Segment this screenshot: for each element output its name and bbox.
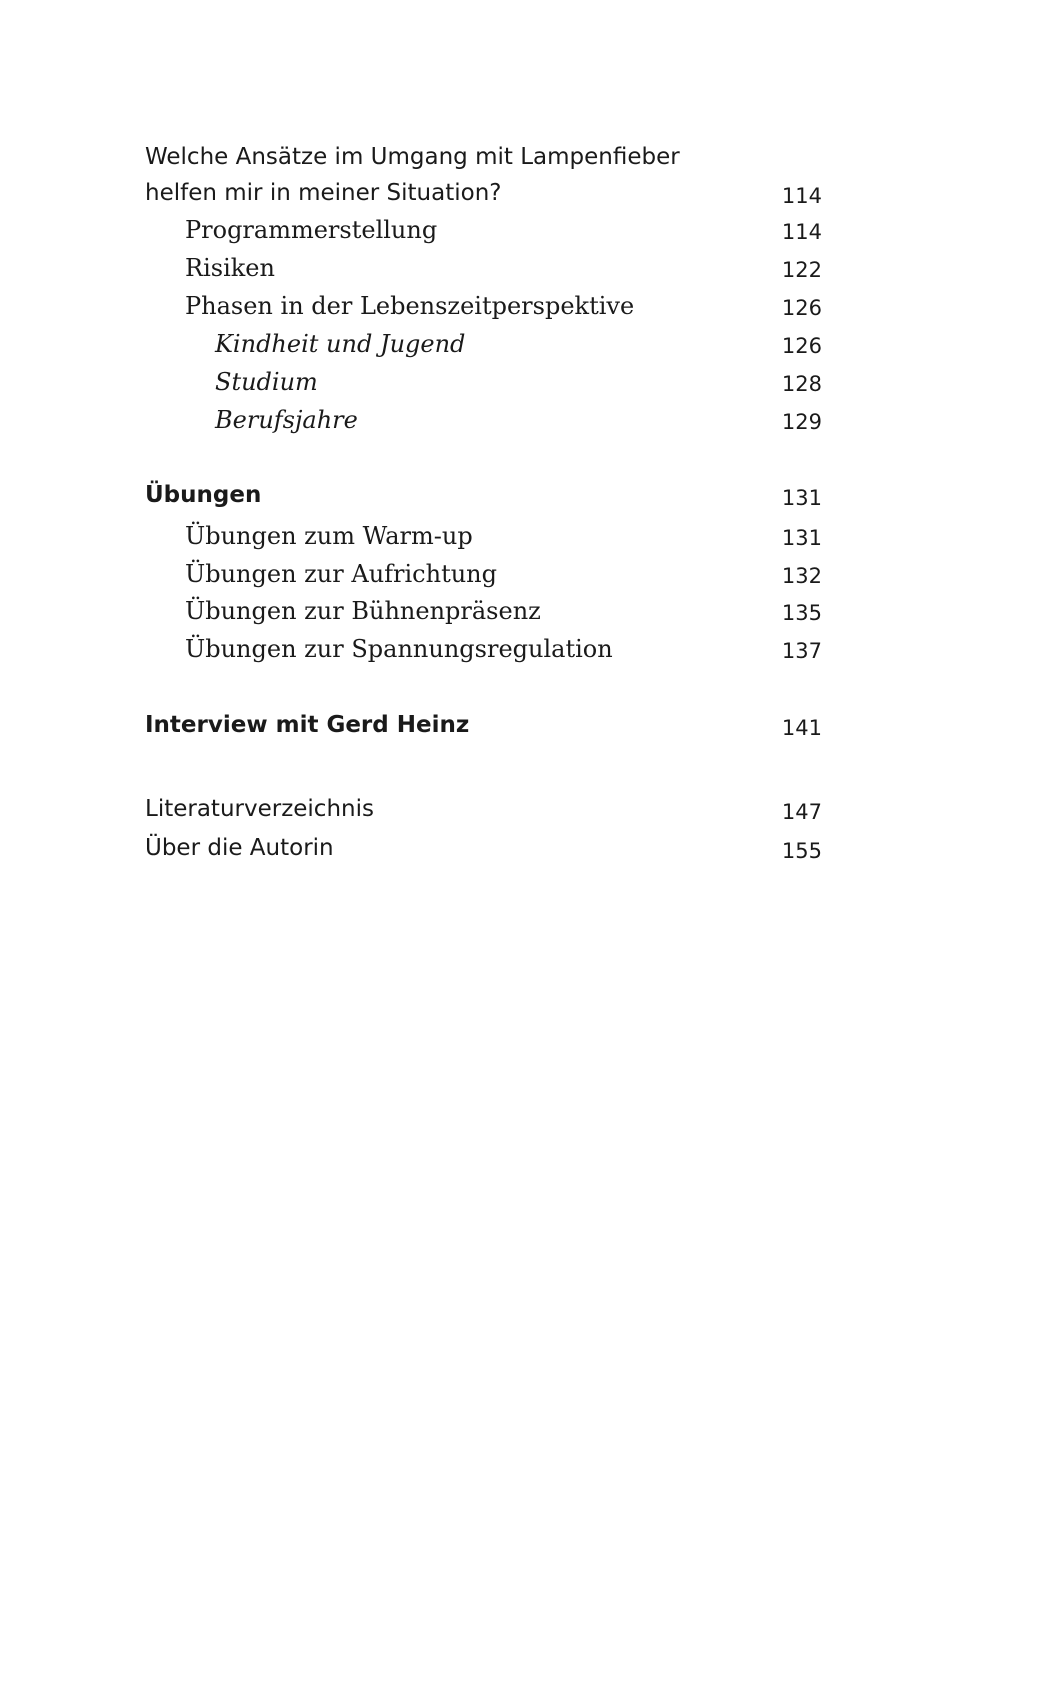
toc-heading <box>0 835 1063 875</box>
toc-heading <box>0 482 1063 522</box>
toc-heading-line-2 <box>0 180 1063 220</box>
toc-heading-text: Über die Autorin <box>145 835 334 861</box>
toc-subentry-label: Studium <box>215 368 318 396</box>
toc-subentry-label: Berufsjahre <box>215 406 358 434</box>
toc-page-number: 137 <box>781 639 822 663</box>
toc-heading-text: Übungen <box>145 482 262 508</box>
toc-entry <box>0 597 1063 637</box>
toc-subentry <box>0 330 1063 370</box>
toc-page-number: 114 <box>781 220 822 244</box>
toc-entry <box>0 560 1063 600</box>
toc-entry <box>0 216 1063 256</box>
toc-page-number: 114 <box>781 184 822 208</box>
toc-entry-label: Übungen zur Bühnenpräsenz <box>185 597 541 625</box>
toc-subentry <box>0 406 1063 446</box>
toc-heading <box>0 712 1063 752</box>
toc-page-number: 131 <box>781 526 822 550</box>
toc-page-number: 128 <box>781 372 822 396</box>
toc-entry-label: Übungen zur Aufrichtung <box>185 560 497 588</box>
toc-page-number: 132 <box>781 564 822 588</box>
toc-page-number: 147 <box>781 800 822 824</box>
toc-entry <box>0 522 1063 562</box>
toc-heading-line-1 <box>0 144 1063 184</box>
toc-entry-label: Phasen in der Lebenszeitperspektive <box>185 292 635 320</box>
toc-heading-text: helfen mir in meiner Situation? <box>145 180 502 206</box>
toc-subentry <box>0 368 1063 408</box>
toc-heading-text: Interview mit Gerd Heinz <box>145 712 470 738</box>
toc-heading-text: Welche Ansätze im Umgang mit Lampenfieber <box>145 144 680 170</box>
toc-page-number: 129 <box>781 410 822 434</box>
toc-entry-label: Übungen zur Spannungsregulation <box>185 635 613 663</box>
toc-page-number: 155 <box>781 839 822 863</box>
toc-heading <box>0 796 1063 836</box>
toc-entry <box>0 254 1063 294</box>
toc-entry <box>0 292 1063 332</box>
toc-entry-label: Programmerstellung <box>185 216 438 244</box>
toc-entry-label: Übungen zum Warm-up <box>185 522 473 550</box>
toc-page-number: 135 <box>781 601 822 625</box>
toc-heading-text: Literaturverzeichnis <box>145 796 374 822</box>
toc-page-number: 141 <box>781 716 822 740</box>
toc-entry-label: Risiken <box>185 254 275 282</box>
toc-page-number: 122 <box>781 258 822 282</box>
toc-page-number: 126 <box>781 334 822 358</box>
toc-entry <box>0 635 1063 675</box>
toc-page-number: 126 <box>781 296 822 320</box>
toc-subentry-label: Kindheit und Jugend <box>215 330 466 358</box>
toc-page-number: 131 <box>781 486 822 510</box>
